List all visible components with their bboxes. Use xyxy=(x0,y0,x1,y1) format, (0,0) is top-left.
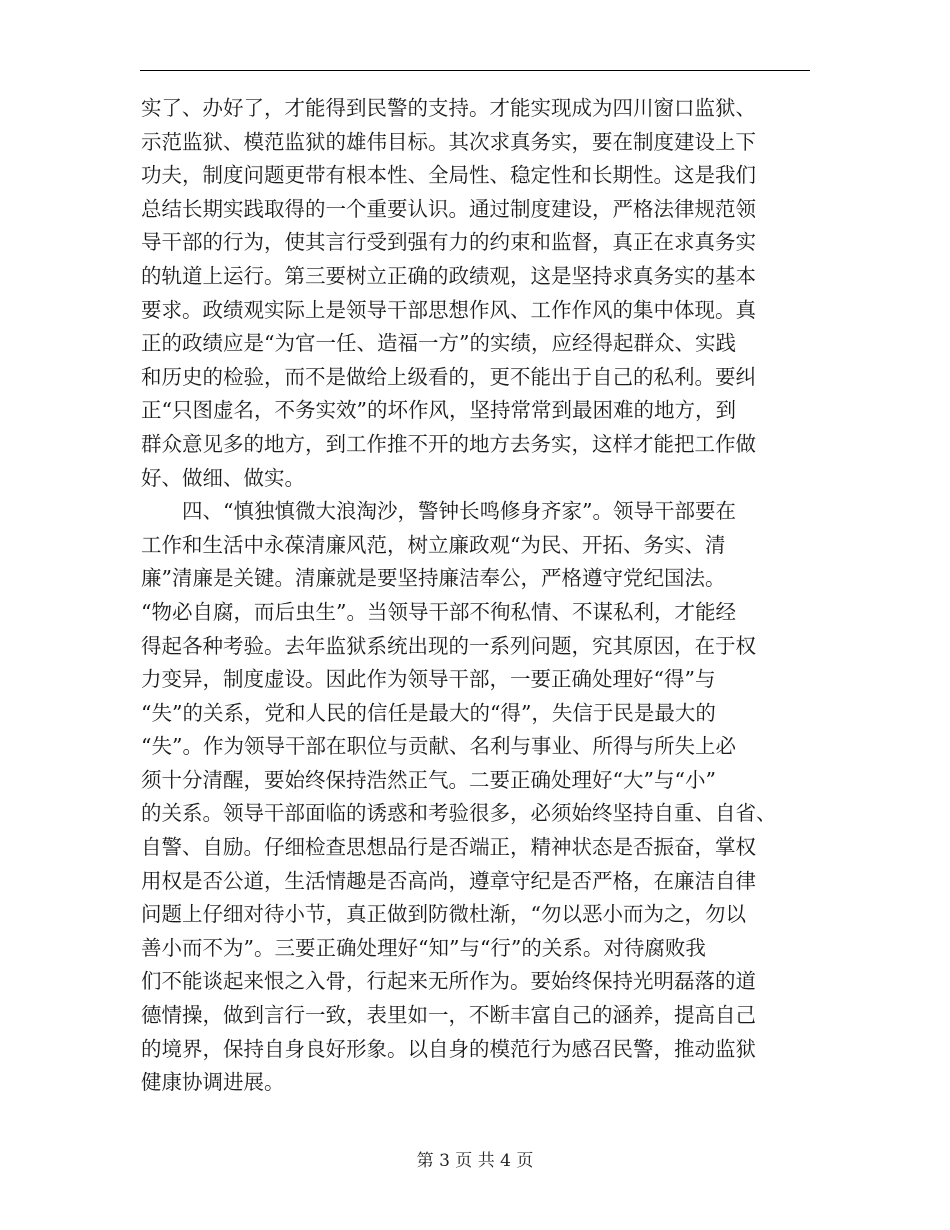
text-line: 群众意见多的地方，到工作推不开的地方去务实，这样才能把工作做 xyxy=(141,431,756,456)
text-line: 好、做细、做实。 xyxy=(141,465,305,490)
text-line: 总结长期实践取得的一个重要认识。通过制度建设，严格法律规范领 xyxy=(141,196,756,221)
text-line: 导干部的行为，使其言行受到强有力的约束和监督，真正在求真务实 xyxy=(141,230,756,255)
text-line: “物必自腐，而后虫生”。当领导干部不徇私情、不谋私利，才能经 xyxy=(141,599,736,624)
text-line: “失”。作为领导干部在职位与贡献、名利与事业、所得与所失上必 xyxy=(141,734,736,759)
text-line: 正“只图虚名，不务实效”的坏作风，坚持常常到最困难的地方，到 xyxy=(141,398,736,423)
text-line: 四、“慎独慎微大浪淘沙，警钟长鸣修身齐家”。领导干部要在 xyxy=(141,499,736,524)
document-body xyxy=(141,92,813,1100)
text-line: 健康协调进展。 xyxy=(141,1070,285,1095)
text-line: 们不能谈起来恨之入骨，行起来无所作为。要始终保持光明磊落的道 xyxy=(141,969,756,994)
text-line: 力变异，制度虚设。因此作为领导干部，一要正确处理好“得”与 xyxy=(141,667,716,692)
text-line: 得起各种考验。去年监狱系统出现的一系列问题，究其原因，在于权 xyxy=(141,633,756,658)
text-line: 须十分清醒，要始终保持浩然正气。二要正确处理好“大”与“小” xyxy=(141,767,716,792)
text-line: 的轨道上运行。第三要树立正确的政绩观，这是坚持求真务实的基本 xyxy=(141,263,756,288)
page-footer: 第 3 页 共 4 页 xyxy=(416,1151,534,1171)
text-line: 正的政绩应是“为官一任、造福一方”的实绩，应经得起群众、实践 xyxy=(141,331,736,356)
text-line: 的境界，保持自身良好形象。以自身的模范行为感召民警，推动监狱 xyxy=(141,1036,756,1061)
text-line: 要求。政绩观实际上是领导干部思想作风、工作作风的集中体现。真 xyxy=(141,297,756,322)
header-rule xyxy=(140,70,810,71)
text-line: 廉”清廉是关键。清廉就是要坚持廉洁奉公，严格遵守党纪国法。 xyxy=(141,566,726,591)
text-line: 自警、自励。仔细检查思想品行是否端正，精神状态是否振奋，掌权 xyxy=(141,835,756,860)
text-line: 工作和生活中永葆清廉风范，树立廉政观“为民、开拓、务实、清 xyxy=(141,532,726,557)
text-line: 问题上仔细对待小节，真正做到防微杜渐，“勿以恶小而为之，勿以 xyxy=(141,902,746,927)
text-line: 和历史的检验，而不是做给上级看的，更不能出于自己的私利。要纠 xyxy=(141,364,756,389)
text-line: 善小而不为”。三要正确处理好“知”与“行”的关系。对待腐败我 xyxy=(141,935,706,960)
text-line: 德情操，做到言行一致，表里如一，不断丰富自己的涵养，提高自己 xyxy=(141,1003,756,1028)
text-line: 的关系。领导干部面临的诱惑和考验很多，必须始终坚持自重、自省、 xyxy=(141,801,777,826)
text-line: “失”的关系，党和人民的信任是最大的“得”，失信于民是最大的 xyxy=(141,700,716,725)
text-line: 功夫，制度问题更带有根本性、全局性、稳定性和长期性。这是我们 xyxy=(141,163,756,188)
text-line: 示范监狱、模范监狱的雄伟目标。其次求真务实，要在制度建设上下 xyxy=(141,129,756,154)
text-line: 用权是否公道，生活情趣是否高尚，遵章守纪是否严格，在廉洁自律 xyxy=(141,868,756,893)
text-line: 实了、办好了，才能得到民警的支持。才能实现成为四川窗口监狱、 xyxy=(141,96,756,120)
